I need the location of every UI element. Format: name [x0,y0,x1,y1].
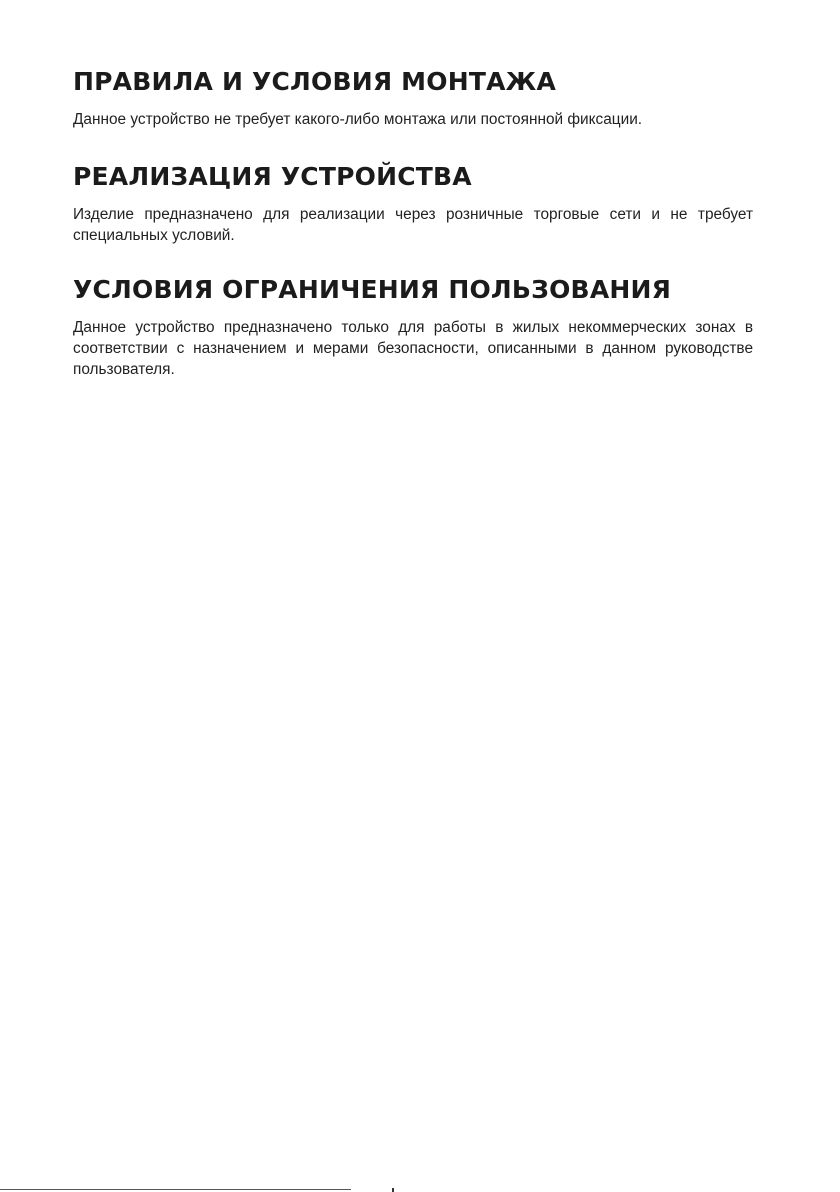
section-paragraph: Данное устройство предназначено только для работы в жилых некоммерческих зонах в соответствии с назначением и мерами безопасности, описанными в данном руководстве пользователя. [73,319,753,378]
page-edge-mark [392,1188,394,1192]
section-device-sales [73,161,753,246]
section-heading: УСЛОВИЯ ОГРАНИЧЕНИЯ ПОЛЬЗОВАНИЯ [73,275,672,304]
section-heading: ПРАВИЛА И УСЛОВИЯ МОНТАЖА [73,67,556,96]
section-paragraph: Данное устройство не требует какого-либо монтажа или постоянной фиксации. [73,111,643,128]
section-paragraph: Изделие предназначено для реализации через розничные торговые сети и не требует специальных условий. [73,206,753,244]
section-heading: РЕАЛИЗАЦИЯ УСТРОЙСТВА [73,162,472,191]
document-page [73,66,753,380]
section-mounting-rules [73,66,753,130]
footer-divider [0,1189,351,1190]
section-usage-restrictions [73,274,753,380]
